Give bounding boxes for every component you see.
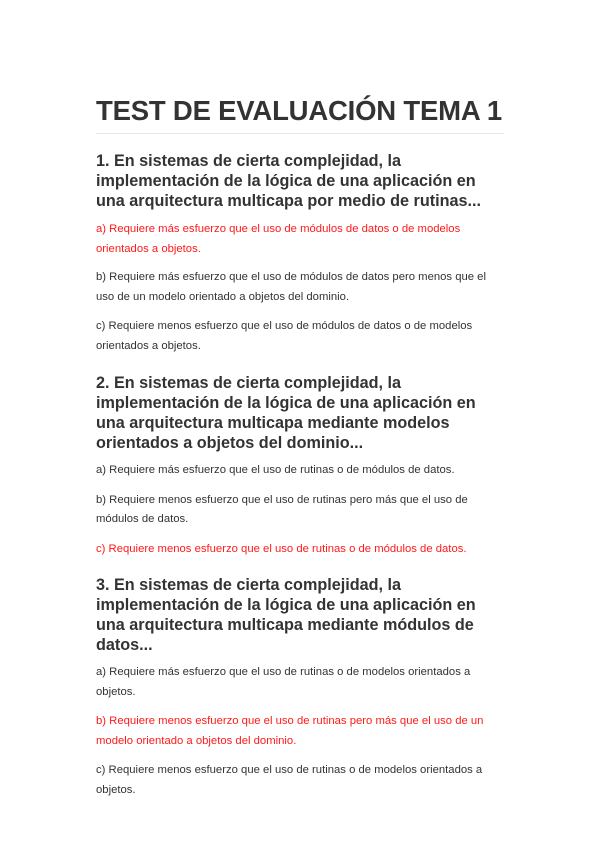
question-3-option-a: a) Requiere más esfuerzo que el uso de rutinas o de modelos orientados a objetos.: [96, 666, 471, 698]
question-1-text: 1. En sistemas de cierta complejidad, la implementación de la lógica de una aplicación en una arquitectura multicapa por medio de rutinas...: [96, 152, 481, 210]
question-2: [96, 373, 506, 559]
question-3-option-b-correct: b) Requiere menos esfuerzo que el uso de rutinas pero más que el uso de un modelo orientado a objetos del dominio.: [96, 715, 484, 747]
question-3-option-c: c) Requiere menos esfuerzo que el uso de rutinas o de modelos orientados a objetos.: [96, 764, 483, 796]
question-3: [96, 575, 506, 800]
question-1-option-b: b) Requiere más esfuerzo que el uso de módulos de datos pero menos que el uso de un modelo orientado a objetos del dominio.: [96, 271, 486, 303]
question-1-option-a-correct: a) Requiere más esfuerzo que el uso de módulos de datos o de modelos orientados a objetos.: [96, 223, 461, 255]
title-divider: [96, 133, 504, 134]
question-2-option-c-correct: c) Requiere menos esfuerzo que el uso de rutinas o de módulos de datos.: [96, 542, 467, 555]
document-title: TEST DE EVALUACIÓN TEMA 1: [96, 95, 502, 126]
question-1: [96, 151, 506, 356]
question-1-option-c: c) Requiere menos esfuerzo que el uso de módulos de datos o de modelos orientados a objetos.: [96, 320, 473, 352]
question-2-option-a: a) Requiere más esfuerzo que el uso de rutinas o de módulos de datos.: [96, 464, 455, 476]
question-2-text: 2. En sistemas de cierta complejidad, la implementación de la lógica de una aplicación en una arquitectura multicapa mediante modelos orientados a objetos del dominio...: [96, 374, 476, 452]
question-2-option-b: b) Requiere menos esfuerzo que el uso de rutinas pero más que el uso de módulos de datos.: [96, 493, 468, 525]
question-3-text: 3. En sistemas de cierta complejidad, la implementación de la lógica de una aplicación en una arquitectura multicapa mediante módulos de datos...: [96, 576, 476, 654]
